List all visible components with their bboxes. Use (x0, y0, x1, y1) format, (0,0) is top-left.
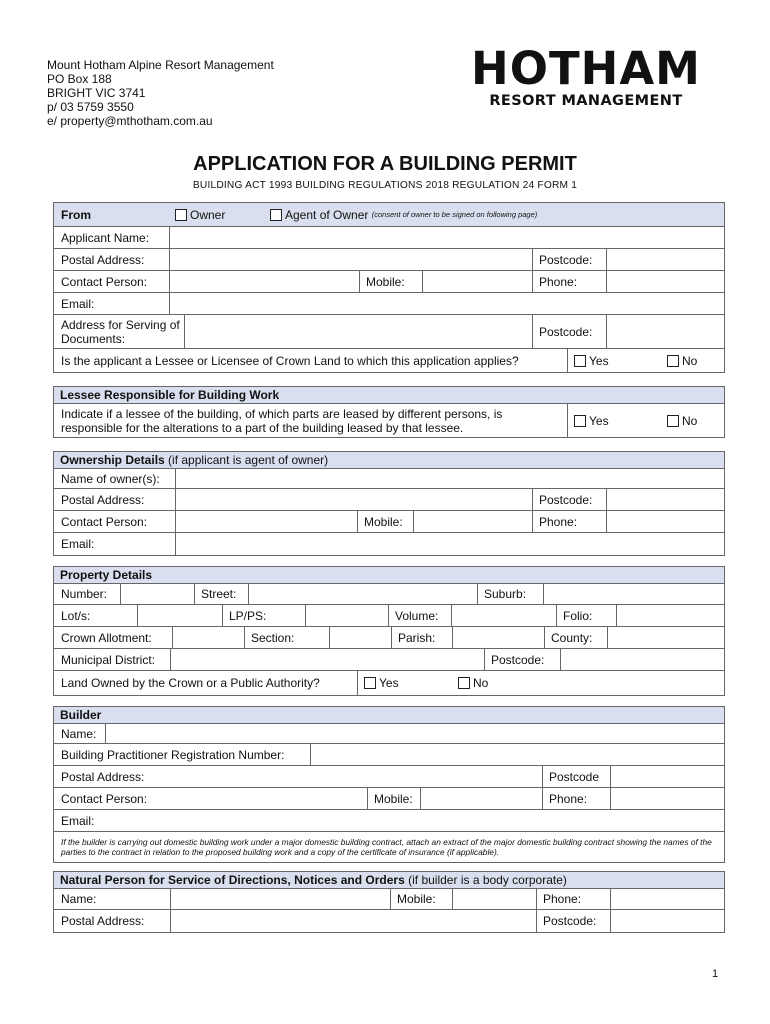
builder-email-row (54, 810, 724, 832)
phone-field[interactable] (606, 271, 724, 292)
builder-postal-row (54, 766, 724, 788)
county-field[interactable] (607, 627, 724, 648)
natural-postal-row (54, 910, 724, 932)
crown-land-question: Is the applicant a Lessee or Licensee of Crown Land to which this application applies? (61, 353, 519, 368)
crown-no-checkbox[interactable] (667, 355, 679, 367)
owner-mobile-field[interactable] (413, 511, 532, 532)
page-title: APPLICATION FOR A BUILDING PERMIT (193, 153, 577, 175)
ownership-heading-note: (if applicant is agent of owner) (168, 453, 329, 467)
lessee-no-option[interactable] (660, 404, 697, 437)
applicant-name-row (54, 227, 724, 249)
property-postcode-field[interactable] (560, 649, 724, 670)
lessee-section (53, 386, 725, 438)
property-section (53, 566, 725, 696)
crown-owned-no-label: No (473, 676, 489, 690)
lessee-text: Indicate if a lessee of the building, of which parts are leased by different persons, is responsible for the alterations to a part of the building leased by that lessee. (61, 406, 503, 435)
crown-land-row (54, 349, 724, 372)
builder-postcode-label: Postcode (549, 769, 600, 784)
lessee-no-label: No (682, 413, 698, 428)
registration-label: Building Practitioner Registration Number: (61, 747, 285, 762)
lessee-no-checkbox[interactable] (667, 415, 679, 427)
org-phone: p/ 03 5759 3550 (47, 100, 134, 114)
agent-label: Agent of Owner (285, 207, 369, 222)
crown-owned-no-option[interactable] (451, 671, 488, 695)
email-label: Email: (61, 296, 95, 311)
page-subtitle: BUILDING ACT 1993 BUILDING REGULATIONS 2018 REGULATION 24 FORM 1 (192, 180, 578, 191)
org-name: Mount Hotham Alpine Resort Management (47, 58, 274, 72)
natural-person-heading: Natural Person for Service of Directions, Notices and Orders (60, 873, 405, 887)
owner-email-row (54, 533, 724, 555)
street-label: Street: (201, 587, 237, 601)
property-street-row (54, 584, 724, 605)
owner-mobile-label: Mobile: (364, 514, 403, 529)
ownership-header (54, 452, 724, 469)
property-header (54, 567, 724, 584)
builder-postal-label: Postal Address: (61, 769, 145, 784)
builder-name-label: Name: (61, 726, 97, 741)
builder-name-row (54, 724, 724, 744)
serving-address-field[interactable] (184, 315, 532, 348)
serving-postcode-field[interactable] (606, 315, 724, 348)
natural-phone-label: Phone: (543, 892, 582, 906)
owner-postal-field[interactable] (175, 489, 532, 510)
builder-registration-row (54, 744, 724, 766)
agent-checkbox[interactable] (270, 209, 282, 221)
page-number: 1 (712, 968, 719, 980)
org-po-box: PO Box 188 (47, 72, 112, 86)
property-allotment-row (54, 627, 724, 649)
logo-sub-text: RESORT MANAGEMENT (489, 93, 683, 109)
mobile-label: Mobile: (366, 274, 405, 289)
from-section (53, 202, 725, 373)
builder-postcode-field[interactable] (610, 766, 724, 787)
from-header-row (54, 203, 724, 227)
lessee-header (54, 387, 724, 404)
natural-postal-label: Postal Address: (61, 914, 145, 928)
agent-note: (consent of owner to be signed on following page) (371, 210, 538, 219)
ownership-section (53, 451, 725, 556)
crown-yes-checkbox[interactable] (574, 355, 586, 367)
builder-contact-label: Contact Person: (61, 791, 148, 806)
owner-postal-label: Postal Address: (61, 492, 145, 507)
agent-option[interactable] (264, 203, 537, 226)
section-field[interactable] (329, 627, 391, 648)
email-field[interactable] (169, 293, 724, 314)
section-label: Section: (251, 630, 295, 645)
owner-email-label: Email: (61, 537, 95, 551)
natural-postal-field[interactable] (170, 910, 536, 932)
hotham-logo (432, 42, 740, 110)
contact-row (54, 271, 724, 293)
owner-label: Owner (190, 207, 226, 222)
builder-section (53, 706, 725, 863)
lessee-heading: Lessee Responsible for Building Work (60, 388, 280, 402)
owner-phone-label: Phone: (539, 514, 578, 529)
owner-postal-row (54, 489, 724, 511)
lessee-yes-option[interactable] (567, 404, 609, 437)
crown-owned-yes-checkbox[interactable] (364, 677, 376, 689)
county-label: County: (551, 630, 593, 645)
natural-postcode-field[interactable] (610, 910, 724, 932)
parish-field[interactable] (452, 627, 544, 648)
lpps-field[interactable] (305, 605, 388, 626)
lessee-yes-checkbox[interactable] (574, 415, 586, 427)
crown-owned-question: Land Owned by the Crown or a Public Authority? (61, 676, 320, 690)
builder-contact-row (54, 788, 724, 810)
organisation-address (47, 58, 274, 128)
builder-email-label: Email: (61, 813, 95, 828)
ownership-heading: Ownership Details (60, 453, 165, 467)
crown-no-option[interactable] (660, 349, 697, 372)
lots-label: Lot/s: (61, 608, 91, 623)
logo-main-text: HOTHAM (471, 42, 701, 95)
owner-name-row (54, 469, 724, 489)
owner-contact-row (54, 511, 724, 533)
property-postcode-label: Postcode: (491, 652, 545, 667)
folio-field[interactable] (616, 605, 724, 626)
serving-postcode-label: Postcode: (539, 324, 593, 339)
natural-mobile-field[interactable] (452, 889, 536, 909)
property-municipal-row (54, 649, 724, 671)
postcode-field[interactable] (606, 249, 724, 270)
property-heading: Property Details (60, 568, 153, 582)
suburb-label: Suburb: (484, 587, 527, 601)
owner-contact-label: Contact Person: (61, 514, 148, 529)
owner-option[interactable] (169, 203, 225, 226)
owner-name-label: Name of owner(s): (61, 471, 160, 486)
org-email: e/ property@mthotham.com.au (47, 114, 213, 128)
crown-allotment-field[interactable] (172, 627, 244, 648)
natural-name-label: Name: (61, 892, 97, 906)
crown-yes-option[interactable] (567, 349, 609, 372)
postal-address-label: Postal Address: (61, 252, 145, 267)
builder-phone-field[interactable] (610, 788, 724, 809)
applicant-name-field[interactable] (169, 227, 724, 248)
lessee-yes-label: Yes (589, 413, 609, 428)
owner-email-field[interactable] (175, 533, 724, 555)
crown-owned-yes-option[interactable] (357, 671, 399, 695)
natural-name-field[interactable] (170, 889, 390, 909)
builder-name-field[interactable] (105, 724, 724, 743)
builder-phone-label: Phone: (549, 791, 588, 806)
from-heading: From (61, 207, 91, 222)
phone-label: Phone: (539, 274, 578, 289)
street-field[interactable] (248, 584, 477, 604)
owner-checkbox[interactable] (175, 209, 187, 221)
owner-postcode-label: Postcode: (539, 492, 593, 507)
serving-address-label: Address for Serving of Documents: (61, 317, 180, 346)
crown-owned-yes-label: Yes (379, 676, 399, 690)
builder-note: If the builder is carrying out domestic building work under a major domestic building contract, attach an extract of the major domestic building contract showing the names of the parties to the contract in relation to the proposed building work and a copy of the certificate of insurance (if applicable). (61, 837, 712, 857)
builder-header (54, 707, 724, 724)
builder-heading: Builder (60, 708, 102, 722)
contact-person-field[interactable] (169, 271, 359, 292)
postal-address-field[interactable] (169, 249, 532, 270)
builder-mobile-field[interactable] (420, 788, 542, 809)
lpps-label: LP/PS: (229, 608, 267, 623)
natural-mobile-label: Mobile: (397, 892, 436, 906)
natural-name-row (54, 889, 724, 910)
lessee-row (54, 404, 724, 437)
property-lot-row (54, 605, 724, 627)
suburb-field[interactable] (543, 584, 724, 604)
postcode-label: Postcode: (539, 252, 593, 267)
mobile-field[interactable] (422, 271, 532, 292)
owner-name-field[interactable] (175, 469, 724, 488)
municipal-district-label: Municipal District: (61, 652, 156, 667)
natural-person-header (54, 872, 724, 889)
registration-field[interactable] (310, 744, 724, 765)
applicant-name-label: Applicant Name: (61, 230, 150, 245)
postal-address-row (54, 249, 724, 271)
natural-person-section (53, 871, 725, 933)
crown-no-label: No (682, 353, 698, 368)
owner-phone-field[interactable] (606, 511, 724, 532)
folio-label: Folio: (563, 608, 593, 623)
builder-mobile-label: Mobile: (374, 791, 413, 806)
builder-note-row (54, 832, 724, 862)
volume-field[interactable] (451, 605, 556, 626)
crown-owned-no-checkbox[interactable] (458, 677, 470, 689)
number-label: Number: (61, 587, 108, 601)
lots-field[interactable] (137, 605, 222, 626)
property-crown-row (54, 671, 724, 695)
number-field[interactable] (120, 584, 194, 604)
natural-phone-field[interactable] (610, 889, 724, 909)
owner-postcode-field[interactable] (606, 489, 724, 510)
municipal-district-field[interactable] (170, 649, 484, 670)
natural-postcode-label: Postcode: (543, 914, 597, 928)
serving-address-row (54, 315, 724, 349)
natural-person-heading-note: (if builder is a body corporate) (408, 873, 567, 887)
volume-label: Volume: (395, 608, 439, 623)
crown-yes-label: Yes (589, 353, 609, 368)
contact-person-label: Contact Person: (61, 274, 148, 289)
owner-contact-field[interactable] (175, 511, 357, 532)
email-row (54, 293, 724, 315)
parish-label: Parish: (398, 630, 436, 645)
crown-allotment-label: Crown Allotment: (61, 630, 152, 645)
org-city: BRIGHT VIC 3741 (47, 86, 146, 100)
